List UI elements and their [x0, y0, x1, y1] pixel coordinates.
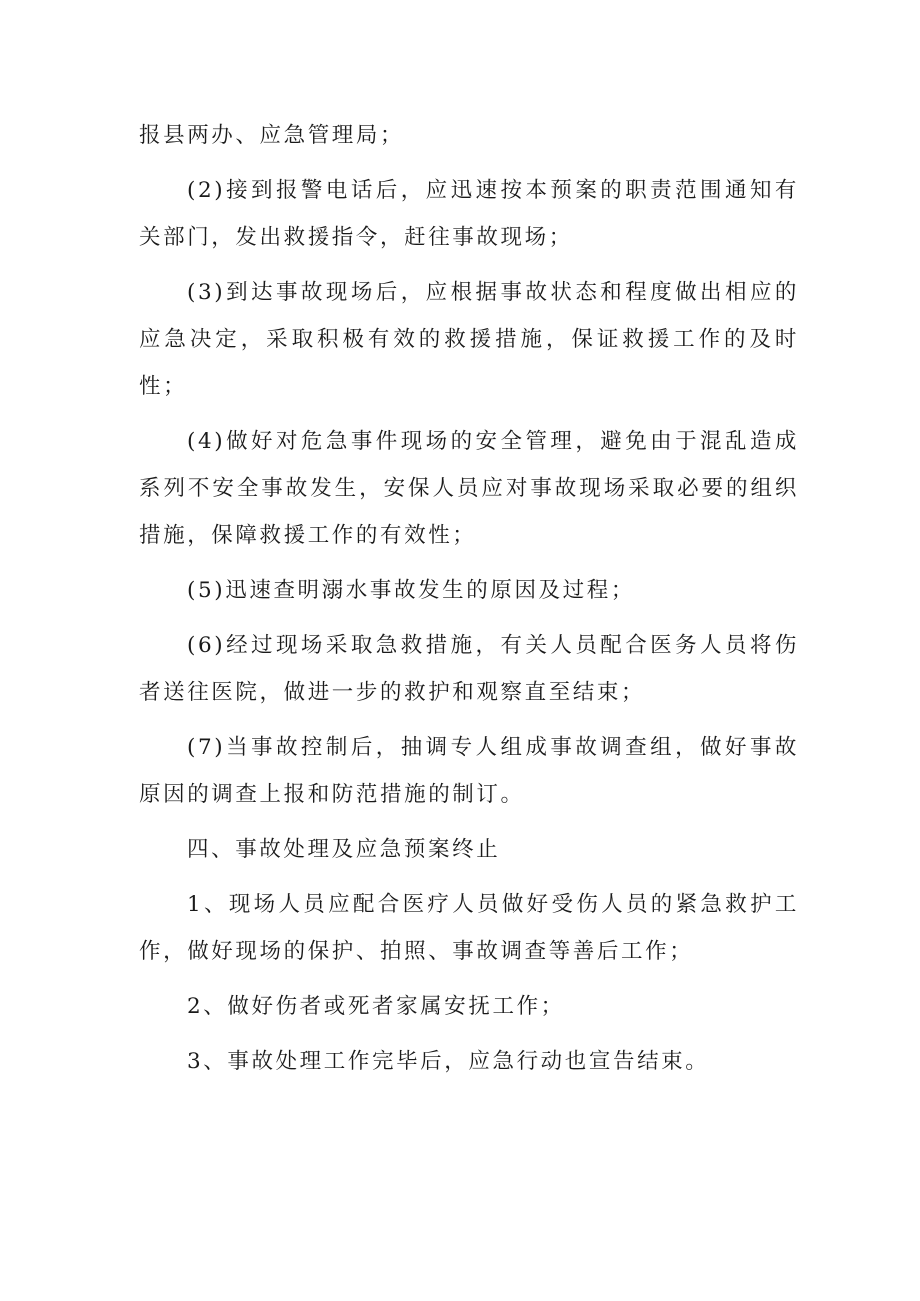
paragraph-item-6: (6)经过现场采取急救措施，有关人员配合医务人员将伤者送往医院，做进一步的救护和观察直至结束；: [139, 633, 799, 705]
paragraph-item-4: (4)做好对危急事件现场的安全管理，避免由于混乱造成系列不安全事故发生，安保人员应对事故现场采取必要的组织措施，保障救援工作的有效性；: [139, 429, 799, 548]
paragraph-item-3: (3)到达事故现场后，应根据事故状态和程度做出相应的应急决定，采取积极有效的救援措施，保证救援工作的及时性；: [139, 280, 799, 399]
paragraph-point-2: 2、做好伤者或死者家属安抚工作；: [187, 994, 565, 1019]
paragraph-item-7: (7)当事故控制后，抽调专人组成事故调查组，做好事故原因的调查上报和防范措施的制订。: [139, 735, 799, 807]
paragraph-point-3: 3、事故处理工作完毕后，应急行动也宣告结束。: [187, 1049, 710, 1074]
paragraph-report-continuation: 报县两办、应急管理局；: [139, 123, 405, 148]
paragraph-item-2: (2)接到报警电话后，应迅速按本预案的职责范围通知有关部门，发出救援指令，赶往事故现场；: [139, 178, 799, 250]
paragraph-point-1: 1、现场人员应配合医疗人员做好受伤人员的紧急救护工作，做好现场的保护、拍照、事故调查等善后工作；: [139, 892, 799, 964]
document-body: [139, 112, 799, 1093]
section-heading-4: 四、事故处理及应急预案终止: [187, 837, 501, 862]
paragraph-item-5: (5)迅速查明溺水事故发生的原因及过程；: [187, 578, 635, 603]
